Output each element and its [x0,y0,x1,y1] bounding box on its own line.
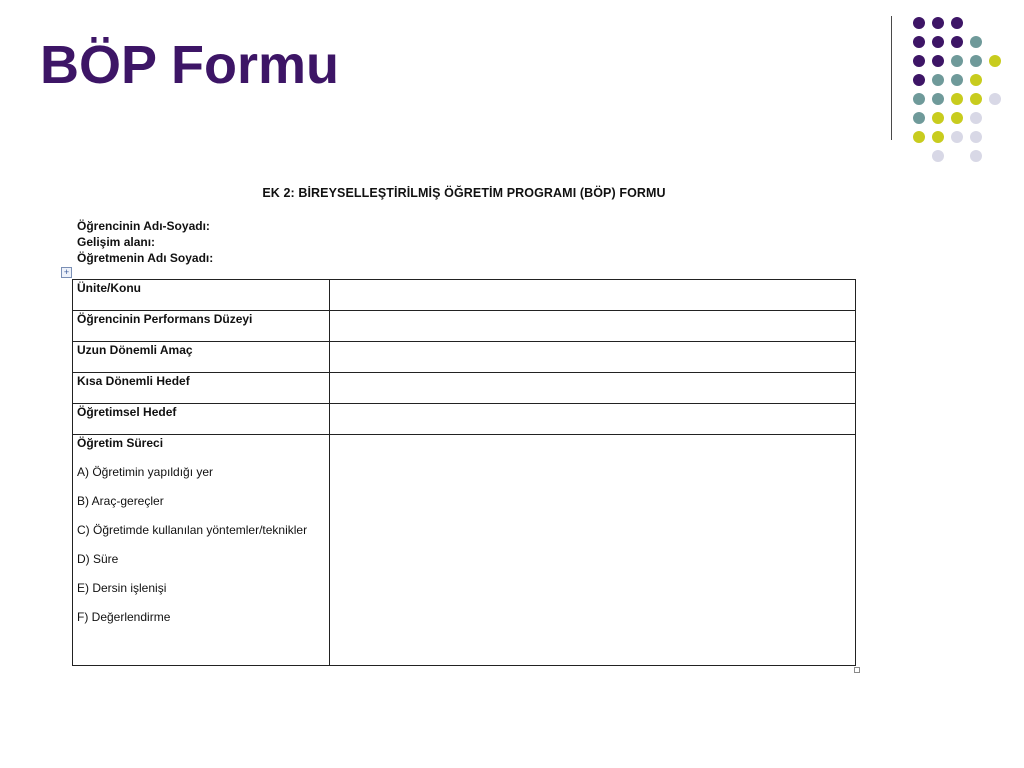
student-name-field: Öğrencinin Adı-Soyadı: [77,219,210,233]
decorative-dot [970,150,982,162]
table-row [73,373,856,404]
row-value-short-term-goal[interactable] [330,373,856,404]
row-label-instructional-goal: Öğretimsel Hedef [73,404,330,435]
decorative-dot [951,55,963,67]
decorative-dot [913,131,925,143]
decorative-dot [913,36,925,48]
process-item-lesson-flow: E) Dersin işlenişi [77,581,167,595]
row-value-long-term-goal[interactable] [330,342,856,373]
decorative-dot [989,55,1001,67]
process-item-evaluation: F) Değerlendirme [77,610,171,624]
decorative-dot [951,36,963,48]
teacher-name-field: Öğretmenin Adı Soyadı: [77,251,214,265]
decorative-dot [913,55,925,67]
decorative-dot [970,36,982,48]
decorative-dot [951,93,963,105]
process-item-methods: C) Öğretimde kullanılan yöntemler/teknikler [77,523,308,537]
table-move-handle-icon[interactable]: + [61,267,72,278]
bop-table [72,279,856,666]
student-info [77,218,213,266]
decorative-dot [913,112,925,124]
decorative-dot [989,93,1001,105]
decorative-dot [913,17,925,29]
decorative-dot [913,74,925,86]
decorative-dot [932,150,944,162]
decorative-dot [932,36,944,48]
decorative-dot [970,74,982,86]
decorative-dot [951,131,963,143]
row-value-instructional-goal[interactable] [330,404,856,435]
decorative-dot [913,93,925,105]
decorative-dot [970,112,982,124]
decorative-dot [951,112,963,124]
process-item-place: A) Öğretimin yapıldığı yer [77,465,214,479]
row-value-teaching-process[interactable] [330,435,856,666]
table-row [73,435,856,666]
decorative-dot [932,93,944,105]
table-row [73,311,856,342]
decorative-dot [970,55,982,67]
table-row [73,280,856,311]
decorative-dot [951,17,963,29]
development-area-field: Gelişim alanı: [77,235,156,249]
table-resize-handle[interactable] [854,667,860,673]
decorative-dot [932,17,944,29]
document-heading: EK 2: BİREYSELLEŞTİRİLMİŞ ÖĞRETİM PROGRAMI (BÖP) FORMU [262,186,666,200]
divider-line [891,16,892,140]
teaching-process-title: Öğretim Süreci [77,436,164,450]
decorative-dot [932,55,944,67]
row-label-teaching-process [73,435,330,666]
decorative-dot [970,93,982,105]
slide-title: BÖP Formu [40,35,340,95]
row-label-performance: Öğrencinin Performans Düzeyi [73,311,330,342]
table-row [73,342,856,373]
row-label-short-term-goal: Kısa Dönemli Hedef [73,373,330,404]
row-label-long-term-goal: Uzun Dönemli Amaç [73,342,330,373]
table-row [73,404,856,435]
process-item-materials: B) Araç-gereçler [77,494,164,508]
row-label-unit: Ünite/Konu [73,280,330,311]
process-item-duration: D) Süre [77,552,119,566]
row-value-unit[interactable] [330,280,856,311]
decorative-dot [970,131,982,143]
decorative-dot [932,131,944,143]
decorative-dot [932,74,944,86]
decorative-dot [951,74,963,86]
decorative-dot [932,112,944,124]
row-value-performance[interactable] [330,311,856,342]
